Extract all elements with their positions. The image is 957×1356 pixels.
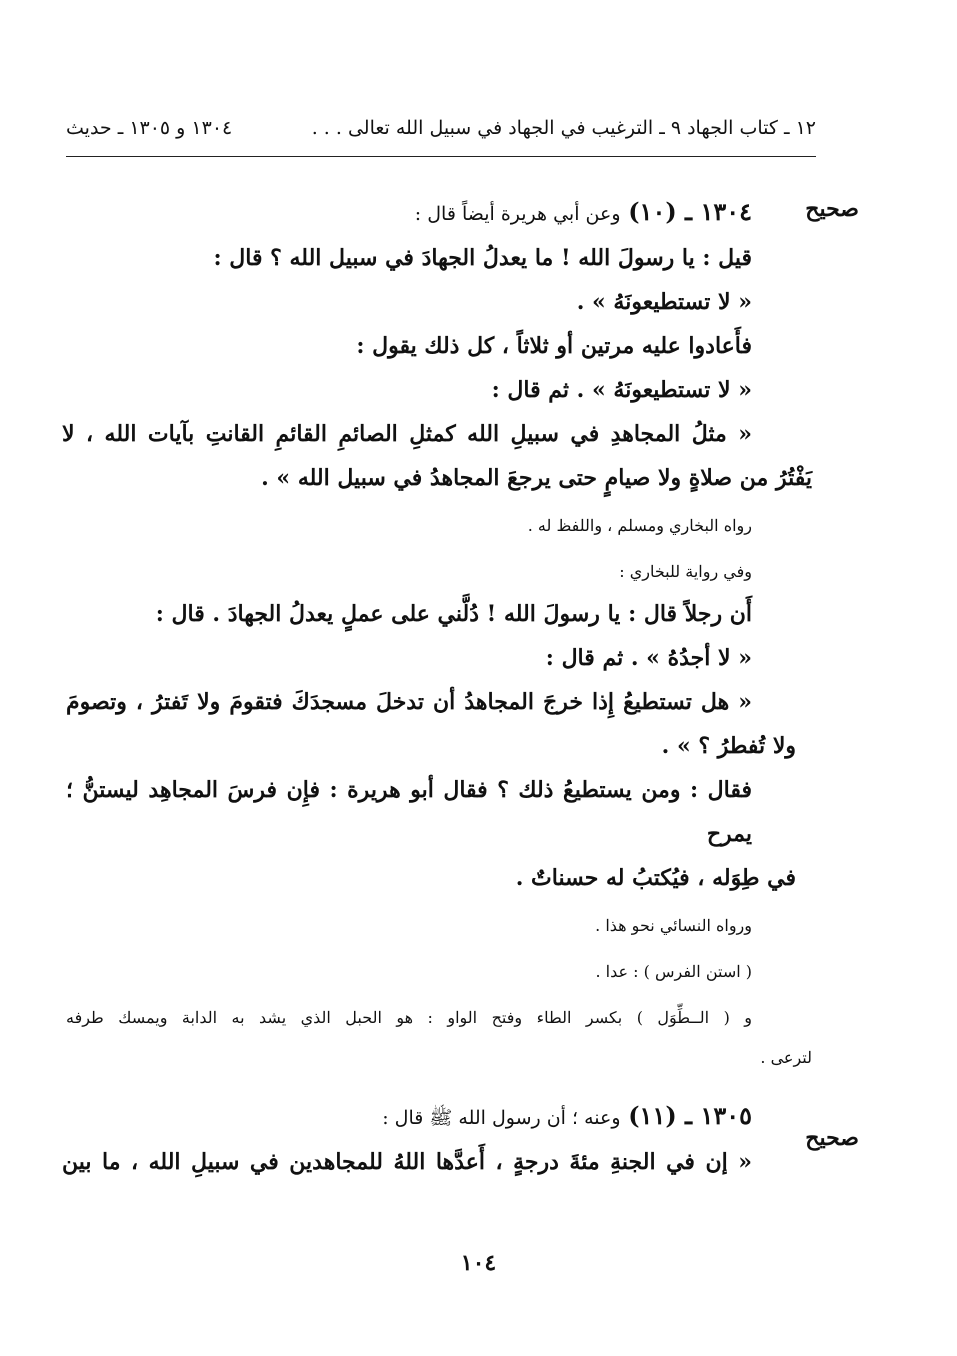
nasai-note: ورواه النسائي نحو هذا .: [595, 916, 752, 935]
hadith-line: « لا تستطيعونَهُ » . ثم قال :: [491, 377, 752, 403]
hadith-intro: وعنه ؛ أن رسول الله ﷺ قال :: [382, 1107, 621, 1129]
variant-line: ولا تُفطرُ ؟ » .: [661, 733, 796, 759]
variant-line: « لا أجدُهُ » . ثم قال :: [545, 645, 752, 671]
variant-line: فقال : ومن يستطيعُ ذلك ؟ فقال أبو هريرة : فإِن فرسَ المجاهِد ليستنُّ ؛ يمرح: [66, 777, 752, 847]
hadith-line: « مثلُ المجاهدِ في سبيلِ الله كمثلِ الصائمِ القائمِ القانتِ بآيات الله ، لا: [62, 421, 752, 447]
hadith-number: ١٣٠٥ ـ (١١): [628, 1101, 752, 1130]
page-number: ١٠٤: [460, 1250, 497, 1276]
hadith-1304-heading: [66, 190, 752, 236]
grade-label-1304: صحيح: [805, 196, 859, 222]
variant-line: « هل تستطيعُ إِذا خرجَ المجاهدُ أن تدخلَ مسجدَكَ فتقومَ ولا تَفترُ ، وتصومَ: [66, 689, 752, 715]
hadith-line: قيل : يا رسولَ الله ! ما يعدلُ الجهادَ في سبيل الله ؟ قال :: [213, 245, 752, 271]
hadith-line: « لا تستطيعونَهُ » .: [576, 289, 752, 315]
variant-line: في طِوَله ، فيُكتبُ له حسناتٌ .: [515, 865, 796, 891]
hadith-intro: وعن أبي هريرة أيضاً قال :: [414, 203, 621, 225]
page-body: [62, 190, 812, 1184]
header-hadith-range: ١٣٠٤ و ١٣٠٥ ـ حديث: [66, 117, 233, 139]
hadith-1305-heading: [66, 1094, 752, 1140]
grade-label-1305: صحيح: [805, 1125, 859, 1151]
hadith-line: فأَعادوا عليه مرتين أو ثلاثاً ، كل ذلك يقول :: [356, 333, 752, 359]
gloss-note: ( استن الفرس ) : عدا .: [595, 962, 752, 981]
hadith-number: ١٣٠٤ ـ (١٠): [628, 197, 752, 226]
gloss-note: لترعى .: [760, 1048, 812, 1067]
gloss-note: و ( الــطِّوَل ) بكسر الطاء وفتح الواو : هو الحبل الذي يشد به الدابة ويمسك طرفه: [66, 1008, 752, 1027]
variant-line: أَن رجلاً قال : يا رسولَ الله ! دُلَّني على عملٍ يعدلُ الجهادَ . قال :: [155, 601, 752, 627]
variant-intro: وفي رواية للبخاري :: [619, 562, 752, 581]
header-chapter: ١٢ ـ كتاب الجهاد ٩ ـ الترغيب في الجهاد في سبيل الله تعالى . . .: [311, 117, 816, 139]
hadith-line: يَفْتُرُ من صلاةٍ ولا صيامٍ حتى يرجعَ المجاهدُ في سبيل الله » .: [261, 465, 812, 491]
running-header: [66, 108, 816, 157]
hadith-line: « إن في الجنةِ مئةَ درجةٍ ، أَعدَّها اللهُ للمجاهدين في سبيلِ الله ، ما بين: [62, 1149, 752, 1175]
source-note: رواه البخاري ومسلم ، واللفظ له .: [527, 516, 752, 535]
